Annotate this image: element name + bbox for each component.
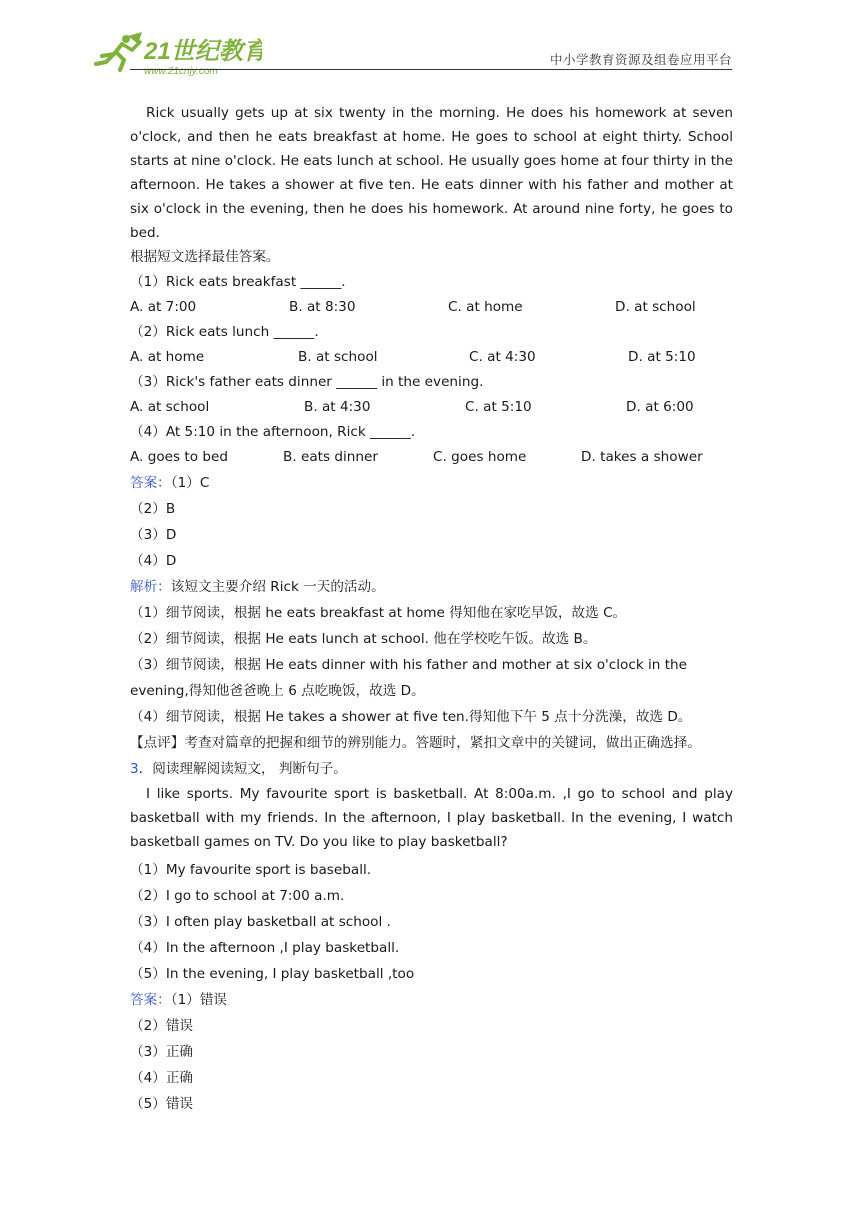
comment: 【点评】考查对篇章的把握和细节的辨别能力。答题时，紧扣文章中的关键词，做出正确选择。 (130, 735, 701, 751)
option-d: D. at school (615, 299, 696, 315)
statement: （4）In the afternoon ,I play basketball. (130, 940, 400, 956)
analysis-item: （3）细节阅读，根据 He eats dinner with his father and mother at six o'clock in the evening,得知他爸爸晚上 6 点吃晚饭，故选 D。 (130, 657, 688, 699)
option-a: A. at school (130, 399, 210, 415)
document-body (130, 101, 733, 1117)
option-c: C. at 4:30 (469, 349, 536, 365)
analysis-item: （4）细节阅读，根据 He takes a shower at five ten.得知他下午 5 点十分洗澡，故选 D。 (130, 709, 692, 725)
statement: （5）In the evening, I play basketball ,too (130, 966, 415, 982)
answer-item: （3）正确 (130, 1044, 194, 1060)
statement: （3）I often play basketball at school . (130, 914, 391, 930)
analysis-label: 解析： (130, 579, 171, 595)
option-c: C. goes home (433, 449, 527, 465)
option-d: D. takes a shower (581, 449, 703, 465)
question-number: 3 (130, 761, 139, 777)
header-divider (130, 69, 732, 70)
option-c: C. at 5:10 (465, 399, 532, 415)
question-stem: （4）At 5:10 in the afternoon, Rick ______. (130, 424, 416, 440)
question-stem: （1）Rick eats breakfast ______. (130, 274, 346, 290)
answer-item: （2）B (130, 501, 176, 517)
analysis-line (130, 574, 733, 600)
question-3-title (130, 756, 733, 782)
answer-item: （4）正确 (130, 1070, 194, 1086)
answer-item: （3）D (130, 527, 177, 543)
analysis-intro: 该短文主要介绍 Rick 一天的活动。 (170, 579, 385, 595)
passage-rick: Rick usually gets up at six twenty in the morning. He does his homework at seven o'clock, and then he eats breakfast at home. He goes to school at eight thirty. School starts at nine o'clock. He eats lunch at school. He usually goes home at four thirty in the afternoon. He takes a shower at five ten. He eats dinner with his father and mother at six o'clock in the evening, then he does his homework. At around nine forty, he goes to bed. (130, 105, 733, 241)
option-b: B. at 8:30 (289, 299, 356, 315)
svg-text:21世纪教育: 21世纪教育 (144, 38, 262, 65)
question-title: ．阅读理解阅读短文， 判断句子。 (138, 761, 347, 777)
passage-sports: I like sports. My favourite sport is basketball. At 8:00a.m. ,I go to school and play basketball with my friends. In the afternoon, I play basketball. In the evening, I watch basketball games on TV. Do you like to play basketball? (130, 786, 733, 850)
question-stem: （3）Rick's father eats dinner ______ in the evening. (130, 374, 484, 390)
runner-logo-icon (92, 32, 262, 78)
option-b: B. eats dinner (283, 449, 378, 465)
option-row (130, 295, 733, 320)
answer-line (130, 470, 733, 496)
statement: （1）My favourite sport is baseball. (130, 862, 372, 878)
question-stem: （2）Rick eats lunch ______. (130, 324, 319, 340)
option-row (130, 395, 733, 420)
option-a: A. at home (130, 349, 205, 365)
option-b: B. at school (298, 349, 378, 365)
answer-item: （1）C (170, 475, 210, 491)
answer-item: （5）错误 (130, 1096, 194, 1112)
platform-name: 中小学教育资源及组卷应用平台 (549, 52, 732, 67)
option-row (130, 445, 733, 470)
answer-line (130, 987, 733, 1013)
option-a: A. at 7:00 (130, 299, 197, 315)
option-d: D. at 5:10 (628, 349, 696, 365)
analysis-item: （2）细节阅读，根据 He eats lunch at school. 他在学校吃午饭。故选 B。 (130, 631, 597, 647)
site-logo (92, 32, 262, 78)
option-d: D. at 6:00 (626, 399, 694, 415)
instruction: 根据短文选择最佳答案。 (130, 249, 280, 265)
answer-item: （2）错误 (130, 1018, 194, 1034)
page-header (0, 0, 860, 80)
option-a: A. goes to bed (130, 449, 229, 465)
option-row (130, 345, 733, 370)
statement: （2）I go to school at 7:00 a.m. (130, 888, 345, 904)
answer-label: 答案： (130, 475, 171, 491)
answer-label: 答案： (130, 992, 171, 1008)
svg-text:www.21cnjy.com: www.21cnjy.com (144, 66, 218, 77)
option-c: C. at home (448, 299, 523, 315)
answer-item: （1）错误 (170, 992, 228, 1008)
option-b: B. at 4:30 (304, 399, 371, 415)
answer-item: （4）D (130, 553, 177, 569)
analysis-item: （1）细节阅读，根据 he eats breakfast at home 得知他在家吃早饭，故选 C。 (130, 605, 627, 621)
